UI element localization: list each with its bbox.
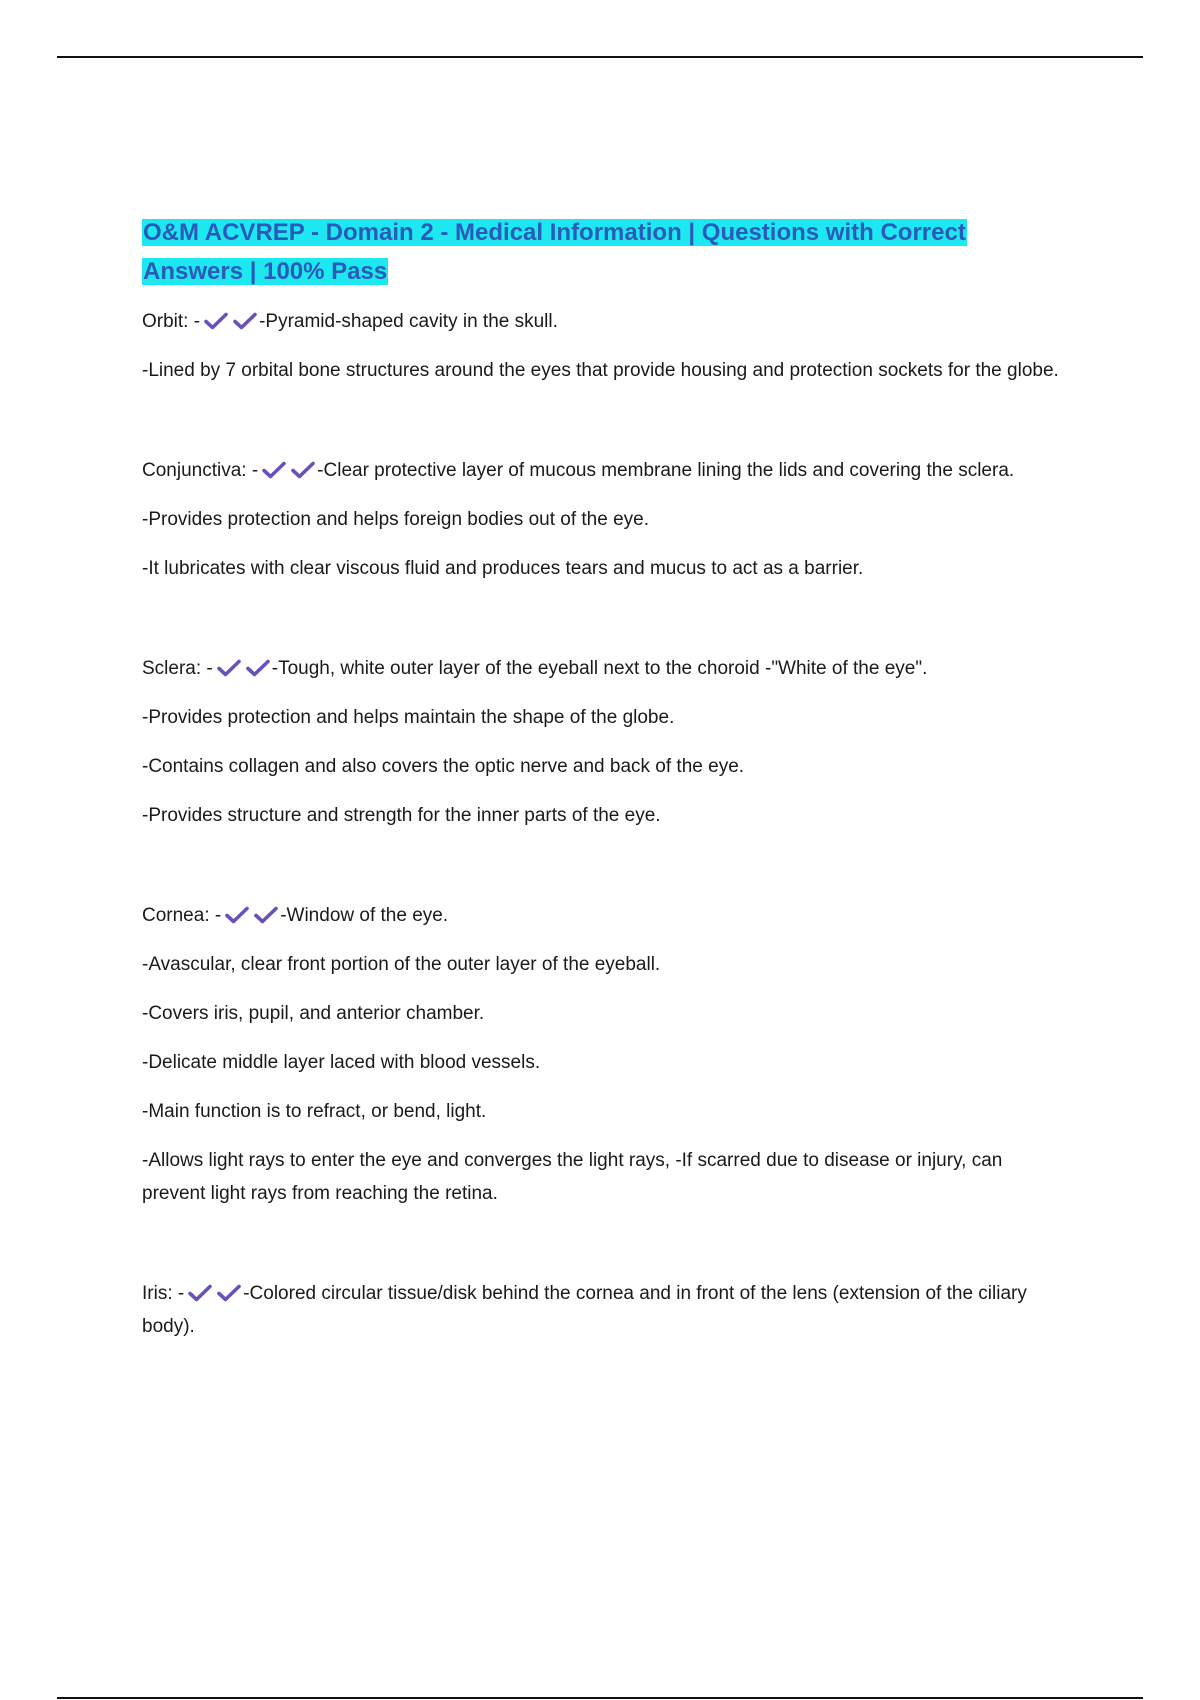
qa-list bbox=[142, 305, 1062, 1343]
qa-question-line bbox=[142, 305, 1062, 338]
title-highlight: O&M ACVREP - Domain 2 - Medical Information | Questions with Correct Answers | 100% Pass bbox=[143, 219, 966, 285]
qa-detail-line: -Avascular, clear front portion of the outer layer of the eyeball. bbox=[142, 954, 661, 975]
qa-entry bbox=[142, 899, 1062, 1210]
check-mark-icon bbox=[217, 655, 241, 673]
check-mark-icon bbox=[217, 1280, 241, 1298]
qa-detail-line: -Lined by 7 orbital bone structures around the eyes that provide housing and protection sockets for the globe. bbox=[142, 360, 1059, 381]
qa-entry bbox=[142, 305, 1062, 387]
qa-term: Cornea: - bbox=[142, 905, 222, 926]
qa-detail-line: -Provides protection and helps maintain the shape of the globe. bbox=[142, 707, 675, 728]
qa-detail-line: -Allows light rays to enter the eye and converges the light rays, -If scarred due to disease or injury, can prevent light rays from reaching the retina. bbox=[142, 1150, 1003, 1204]
check-mark-icon bbox=[204, 308, 228, 326]
qa-entry bbox=[142, 1277, 1062, 1343]
qa-term: Conjunctiva: - bbox=[142, 460, 259, 481]
qa-answer: -Colored circular tissue/disk behind the cornea and in front of the lens (extension of the ciliary body). bbox=[142, 1283, 1027, 1337]
qa-detail-line: -It lubricates with clear viscous fluid and produces tears and mucus to act as a barrier. bbox=[142, 558, 864, 579]
document-title bbox=[142, 213, 1062, 291]
qa-term: Orbit: - bbox=[142, 311, 201, 332]
qa-answer: -Clear protective layer of mucous membrane lining the lids and covering the sclera. bbox=[317, 460, 1015, 481]
check-mark-icon bbox=[233, 308, 257, 326]
check-mark-icon bbox=[188, 1280, 212, 1298]
qa-entry bbox=[142, 652, 1062, 832]
qa-term: Sclera: - bbox=[142, 658, 213, 679]
qa-question-line bbox=[142, 454, 1062, 487]
check-mark-icon bbox=[246, 655, 270, 673]
qa-detail-line: -Delicate middle layer laced with blood vessels. bbox=[142, 1052, 541, 1073]
check-mark-icon bbox=[262, 457, 286, 475]
qa-question-line bbox=[142, 1277, 1062, 1343]
qa-question-line bbox=[142, 899, 1062, 932]
document-body bbox=[142, 213, 1062, 1343]
qa-entry bbox=[142, 454, 1062, 585]
qa-detail-line: -Covers iris, pupil, and anterior chamber. bbox=[142, 1003, 485, 1024]
check-mark-icon bbox=[291, 457, 315, 475]
header-rule bbox=[57, 56, 1143, 58]
qa-detail-line: -Contains collagen and also covers the optic nerve and back of the eye. bbox=[142, 756, 745, 777]
qa-answer: -Pyramid-shaped cavity in the skull. bbox=[259, 311, 558, 332]
check-mark-icon bbox=[225, 902, 249, 920]
check-mark-icon bbox=[254, 902, 278, 920]
qa-detail-line: -Main function is to refract, or bend, light. bbox=[142, 1101, 487, 1122]
qa-answer: -Tough, white outer layer of the eyeball next to the choroid -"White of the eye". bbox=[271, 658, 928, 679]
qa-answer: -Window of the eye. bbox=[280, 905, 449, 926]
qa-detail-line: -Provides protection and helps foreign bodies out of the eye. bbox=[142, 509, 649, 530]
qa-term: Iris: - bbox=[142, 1283, 185, 1304]
footer-rule bbox=[57, 1697, 1143, 1699]
qa-detail-line: -Provides structure and strength for the inner parts of the eye. bbox=[142, 805, 661, 826]
qa-question-line bbox=[142, 652, 1062, 685]
